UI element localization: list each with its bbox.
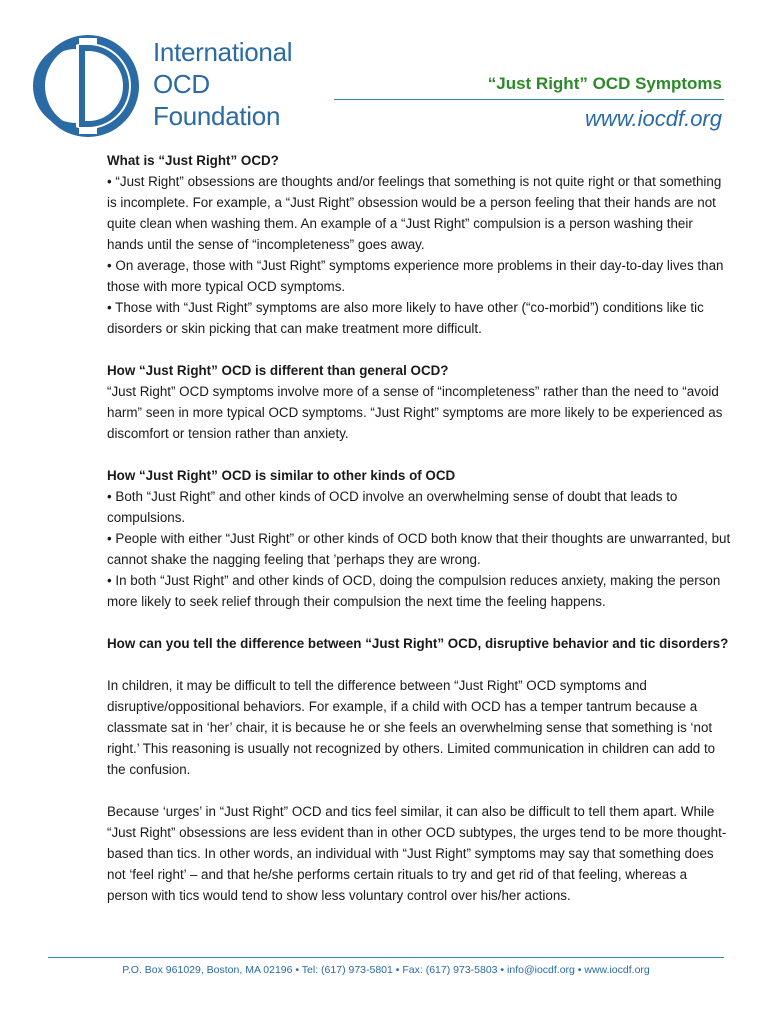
ocd-logo-icon bbox=[32, 30, 144, 142]
org-name-line-3: Foundation bbox=[153, 101, 281, 131]
paragraph: In children, it may be difficult to tell the difference between “Just Right” OCD symptoms and disruptive/oppositional behaviors. For example, if a child with OCD has a temper tantrum because a classmate sat in ‘her’ chair, it is because he or she feels an overwhelming sense that something is ‘not right.’ This reasoning is usually not recognized by others. Limited communication in children can add to the confusion. bbox=[107, 678, 716, 777]
document-body bbox=[107, 150, 731, 906]
website-link[interactable]: www.iocdf.org bbox=[585, 106, 722, 131]
paragraph: Because ‘urges’ in “Just Right” OCD and tics feel similar, it can also be difficult to tell them apart. While “Just Right” obsessions are less evident than in other OCD subtypes, the urges tend to be more thought-based than tics. In other words, an individual with “Just Right” symptoms may say that something does not ‘feel right’ – and that he/she performs certain rituals to try and get rid of that feeling, whereas a person with tics would tend to show less voluntary control over his/her actions. bbox=[107, 804, 727, 903]
paragraph: • People with either “Just Right” or other kinds of OCD both know that their thoughts are unwarranted, but cannot shake the nagging feeling that ’perhaps they are wrong. bbox=[107, 531, 731, 567]
section-heading-what-is: What is “Just Right” OCD? bbox=[107, 153, 279, 168]
org-name-line-1: International bbox=[153, 37, 293, 67]
footer-contact: P.O. Box 961029, Boston, MA 02196 • Tel: (617) 973-5801 • Fax: (617) 973-5803 • info@iocdf.org • www.iocdf.org bbox=[122, 964, 650, 976]
section-heading-similar: How “Just Right” OCD is similar to other kinds of OCD bbox=[107, 468, 456, 483]
section-heading-different: How “Just Right” OCD is different than general OCD? bbox=[107, 363, 449, 378]
header-divider bbox=[334, 99, 724, 100]
paragraph: • Both “Just Right” and other kinds of OCD involve an overwhelming sense of doubt that leads to compulsions. bbox=[107, 489, 678, 525]
paragraph: • In both “Just Right” and other kinds of OCD, doing the compulsion reduces anxiety, making the person more likely to seek relief through their compulsion the next time the feeling happens. bbox=[107, 573, 721, 609]
footer-divider bbox=[48, 957, 724, 958]
paragraph: • On average, those with “Just Right” symptoms experience more problems in their day-to-day lives than those with more typical OCD symptoms. bbox=[107, 258, 724, 294]
document-title: “Just Right” OCD Symptoms bbox=[487, 74, 722, 93]
paragraph: • “Just Right” obsessions are thoughts and/or feelings that something is not quite right or that something is incomplete. For example, a “Just Right” obsession would be a person feeling that their hands are not quite clean when washing them. An example of a “Just Right” compulsion is a person washing their hands until the sense of “incompleteness” goes away. bbox=[107, 174, 722, 252]
section-heading-tell-difference: How can you tell the difference between “Just Right” OCD, disruptive behavior and tic disorders? bbox=[107, 636, 729, 651]
paragraph: “Just Right” OCD symptoms involve more of a sense of “incompleteness” rather than the need to “avoid harm” seen in more typical OCD symptoms. “Just Right” symptoms are more likely to be experienced as discomfort or tension rather than anxiety. bbox=[107, 384, 723, 441]
org-name-line-2: OCD bbox=[153, 69, 210, 99]
paragraph: • Those with “Just Right” symptoms are also more likely to have other (“co-morbid”) conditions like tic disorders or skin picking that can make treatment more difficult. bbox=[107, 300, 704, 336]
organization-name bbox=[153, 36, 292, 132]
